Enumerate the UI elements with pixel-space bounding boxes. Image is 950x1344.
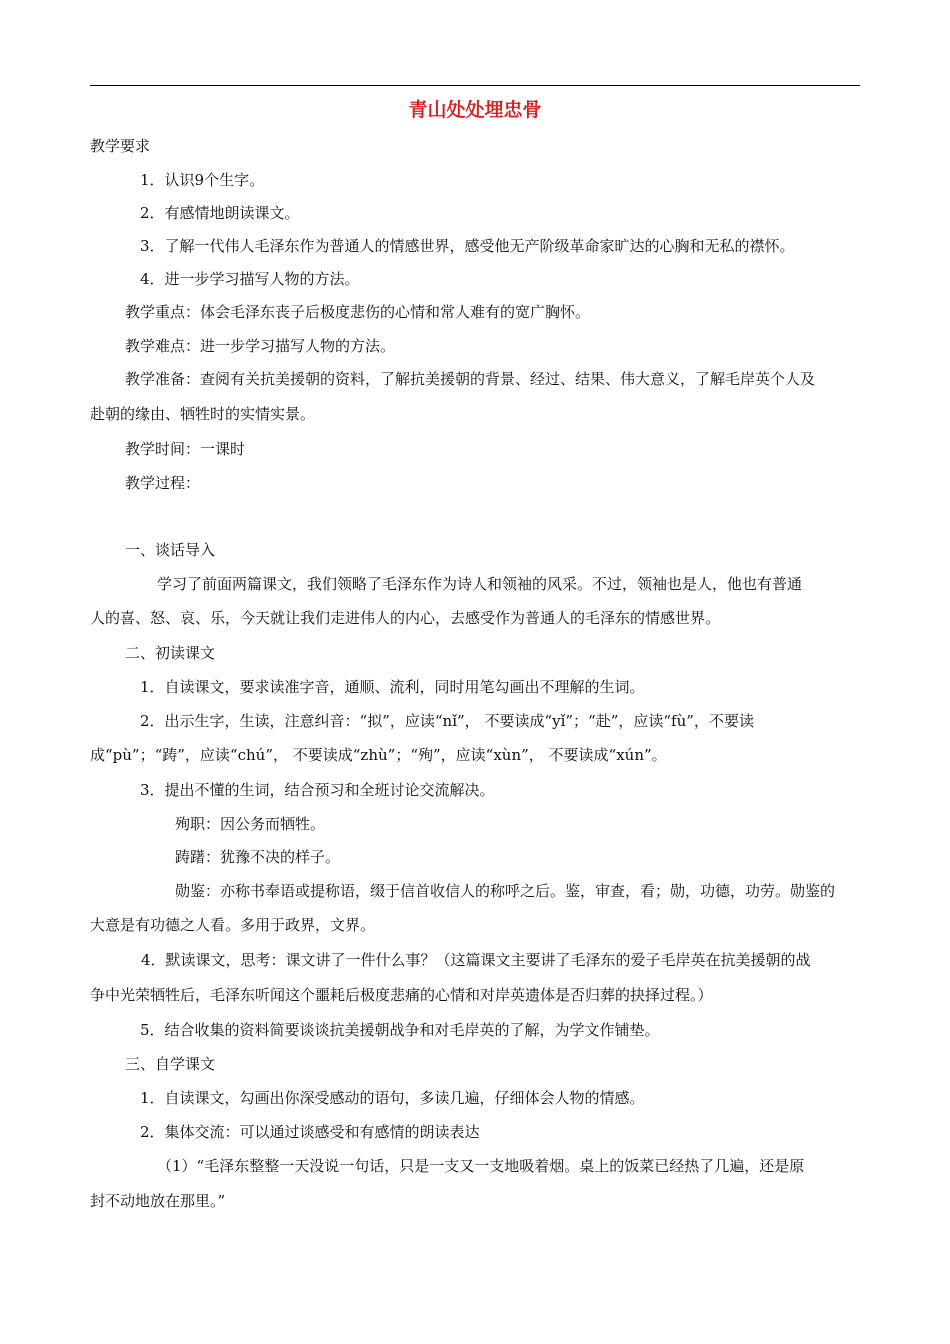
requirement-item-3: 3．了解一代伟人毛泽东作为普通人的情感世界，感受他无产阶级革命家旷达的心胸和无私的襟怀。 <box>140 237 795 255</box>
teaching-preparation-cont: 赴朝的缘由、牺牲时的实情实景。 <box>90 405 316 423</box>
list-item: 4．默读课文，思考：课文讲了一件什么事？（这篇课文主要讲了毛泽东的爱子毛岸英在抗美援朝的战 <box>141 951 811 969</box>
vocab-entry: 殉职：因公务而牺牲。 <box>175 815 326 833</box>
section-heading-self-study: 三、自学课文 <box>125 1055 216 1073</box>
list-item: 2．集体交流：可以通过谈感受和有感情的朗读表达 <box>140 1123 480 1141</box>
requirement-item-4: 4．进一步学习描写人物的方法。 <box>140 270 360 288</box>
vocab-entry: 踌躇：犹豫不决的样子。 <box>175 848 341 866</box>
section-heading-first-reading: 二、初读课文 <box>125 644 216 662</box>
paragraph-line: 学习了前面两篇课文，我们领略了毛泽东作为诗人和领袖的风采。不过，领袖也是人，他也有普通 <box>157 575 803 593</box>
paragraph-line: 人的喜、怒、哀、乐，今天就让我们走进伟人的内心，去感受作为普通人的毛泽东的情感世界。 <box>90 609 721 627</box>
teaching-focus: 教学重点：体会毛泽东丧子后极度悲伤的心情和常人难有的宽广胸怀。 <box>125 303 591 321</box>
section-heading-requirements: 教学要求 <box>90 137 151 155</box>
teaching-difficulty: 教学难点：进一步学习描写人物的方法。 <box>125 337 396 355</box>
list-item: 3．提出不懂的生词，结合预习和全班讨论交流解决。 <box>140 781 495 799</box>
list-item: 1．自读课文，要求读准字音，通顺、流利，同时用笔勾画出不理解的生词。 <box>140 678 645 696</box>
quote-item: （1）“毛泽东整整一天没说一句话，只是一支又一支地吸着烟。桌上的饭菜已经热了几遍，还是原 <box>157 1157 805 1175</box>
section-heading-intro: 一、谈话导入 <box>125 541 216 559</box>
header-rule <box>90 85 860 86</box>
list-item-cont: 争中光荣牺牲后，毛泽东听闻这个噩耗后极度悲痛的心情和对岸英遗体是否归葬的抉择过程。） <box>90 986 713 1004</box>
teaching-preparation: 教学准备：查阅有关抗美援朝的资料，了解抗美援朝的背景、经过、结果、伟大意义，了解毛岸英个人及 <box>125 370 816 388</box>
list-item: 1．自读课文，勾画出你深受感动的语句，多读几遍，仔细体会人物的情感。 <box>140 1089 645 1107</box>
list-item: 5．结合收集的资料简要谈谈抗美援朝战争和对毛岸英的了解，为学文作铺垫。 <box>140 1021 660 1039</box>
vocab-entry-cont: 大意是有功德之人看。多用于政界，文界。 <box>90 916 376 934</box>
quote-item-cont: 封不动地放在那里。” <box>90 1192 226 1210</box>
document-title: 青山处处埋忠骨 <box>408 99 542 121</box>
teaching-process: 教学过程： <box>125 474 201 492</box>
list-item-cont: 成“pù”；“踌”，应读“chú”， 不要读成“zhù”；“殉”，应读“xùn”， 不要读成“xún”。 <box>90 746 667 764</box>
list-item: 2．出示生字，生读，注意纠音：“拟”，应读“nǐ”， 不要读成“yǐ”；“赴”，应读“fù”，不要读 <box>140 712 754 730</box>
vocab-entry: 勋鉴：亦称书奉语或提称语，缀于信首收信人的称呼之后。鉴，审查，看；勋，功德，功劳。勋鉴的 <box>175 882 836 900</box>
teaching-time: 教学时间：一课时 <box>125 440 246 458</box>
requirement-item-2: 2．有感情地朗读课文。 <box>140 204 300 222</box>
requirement-item-1: 1．认识9个生字。 <box>140 171 265 189</box>
